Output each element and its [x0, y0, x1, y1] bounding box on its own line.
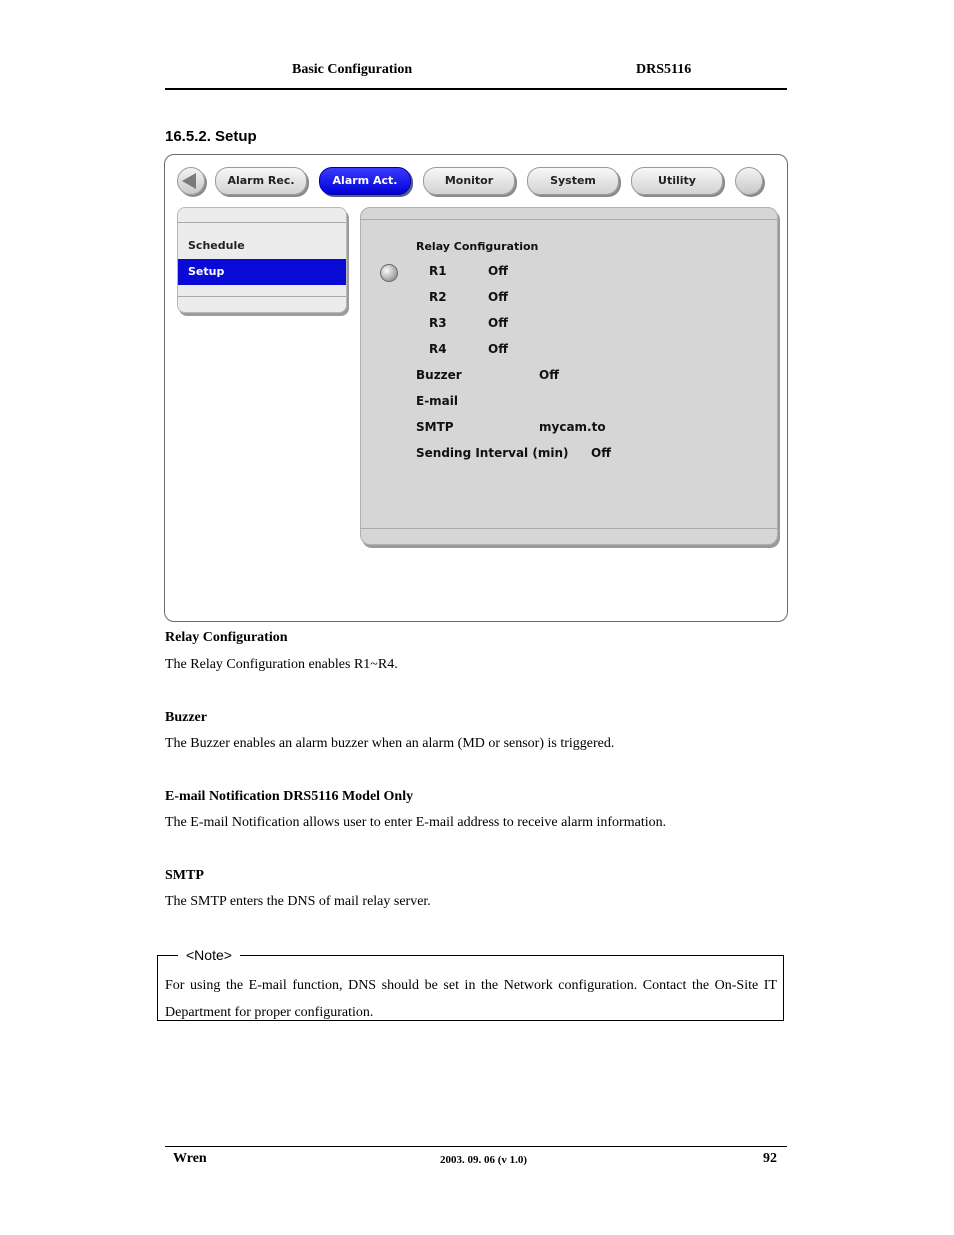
header-model: DRS5116: [636, 62, 692, 77]
text-smtp: The SMTP enters the DNS of mail relay server.: [165, 894, 431, 909]
buzzer-label: Buzzer: [416, 368, 462, 382]
heading-relay: Relay Configuration: [165, 630, 288, 645]
email-label: E-mail: [416, 394, 459, 408]
heading-buzzer: Buzzer: [165, 710, 207, 725]
selection-cursor-icon: [380, 264, 398, 282]
relay-r3-label: R3: [429, 316, 447, 330]
buzzer-value[interactable]: Off: [539, 368, 559, 382]
tab-alarm-act[interactable]: Alarm Act.: [319, 167, 411, 195]
header-title: Basic Configuration: [292, 62, 413, 77]
relay-config-title: Relay Configuration: [416, 240, 539, 253]
next-button[interactable]: [735, 167, 763, 195]
interval-label: Sending Interval (min): [416, 446, 569, 460]
tab-utility[interactable]: Utility: [631, 167, 723, 195]
footer-date: 2003. 09. 06 (v 1.0): [440, 1154, 528, 1166]
footer-company: Wren: [173, 1151, 207, 1166]
relay-r4-value[interactable]: Off: [488, 342, 508, 356]
side-menu: [177, 207, 347, 313]
panel-divider: [361, 219, 777, 220]
tab-alarm-rec[interactable]: Alarm Rec.: [215, 167, 307, 195]
relay-r1-value[interactable]: Off: [488, 264, 508, 278]
relay-r2-label: R2: [429, 290, 447, 304]
menu-item-schedule[interactable]: Schedule: [188, 239, 245, 252]
smtp-value[interactable]: mycam.to: [539, 420, 606, 434]
arrow-left-icon: [182, 173, 196, 189]
heading-smtp: SMTP: [165, 868, 204, 883]
relay-r3-value[interactable]: Off: [488, 316, 508, 330]
back-button[interactable]: [177, 167, 205, 195]
note-legend: <Note>: [178, 947, 240, 963]
footer-rule: [165, 1146, 787, 1147]
interval-value[interactable]: Off: [591, 446, 611, 460]
text-buzzer: The Buzzer enables an alarm buzzer when an alarm (MD or sensor) is triggered.: [165, 736, 615, 751]
header-rule: [165, 88, 787, 90]
menu-divider: [178, 222, 346, 223]
smtp-label: SMTP: [416, 420, 454, 434]
menu-divider: [178, 296, 346, 297]
screenshot-frame: [164, 154, 788, 622]
heading-email: E-mail Notification DRS5116 Model Only: [165, 789, 414, 804]
tab-system[interactable]: System: [527, 167, 619, 195]
relay-r2-value[interactable]: Off: [488, 290, 508, 304]
relay-r1-label: R1: [429, 264, 447, 278]
text-relay: The Relay Configuration enables R1~R4.: [165, 657, 398, 672]
config-panel: [360, 207, 778, 545]
panel-divider: [361, 528, 777, 529]
section-title: 16.5.2. Setup: [165, 128, 257, 145]
relay-r4-label: R4: [429, 342, 447, 356]
menu-item-setup[interactable]: Setup: [178, 259, 346, 285]
page-number: 92: [763, 1151, 777, 1166]
note-box: [157, 947, 784, 1021]
text-email: The E-mail Notification allows user to enter E-mail address to receive alarm information.: [165, 815, 667, 830]
note-text: For using the E-mail function, DNS should be set in the Network configuration. Contact the On-Site IT Department for proper configuration.: [165, 978, 777, 1020]
tab-monitor[interactable]: Monitor: [423, 167, 515, 195]
